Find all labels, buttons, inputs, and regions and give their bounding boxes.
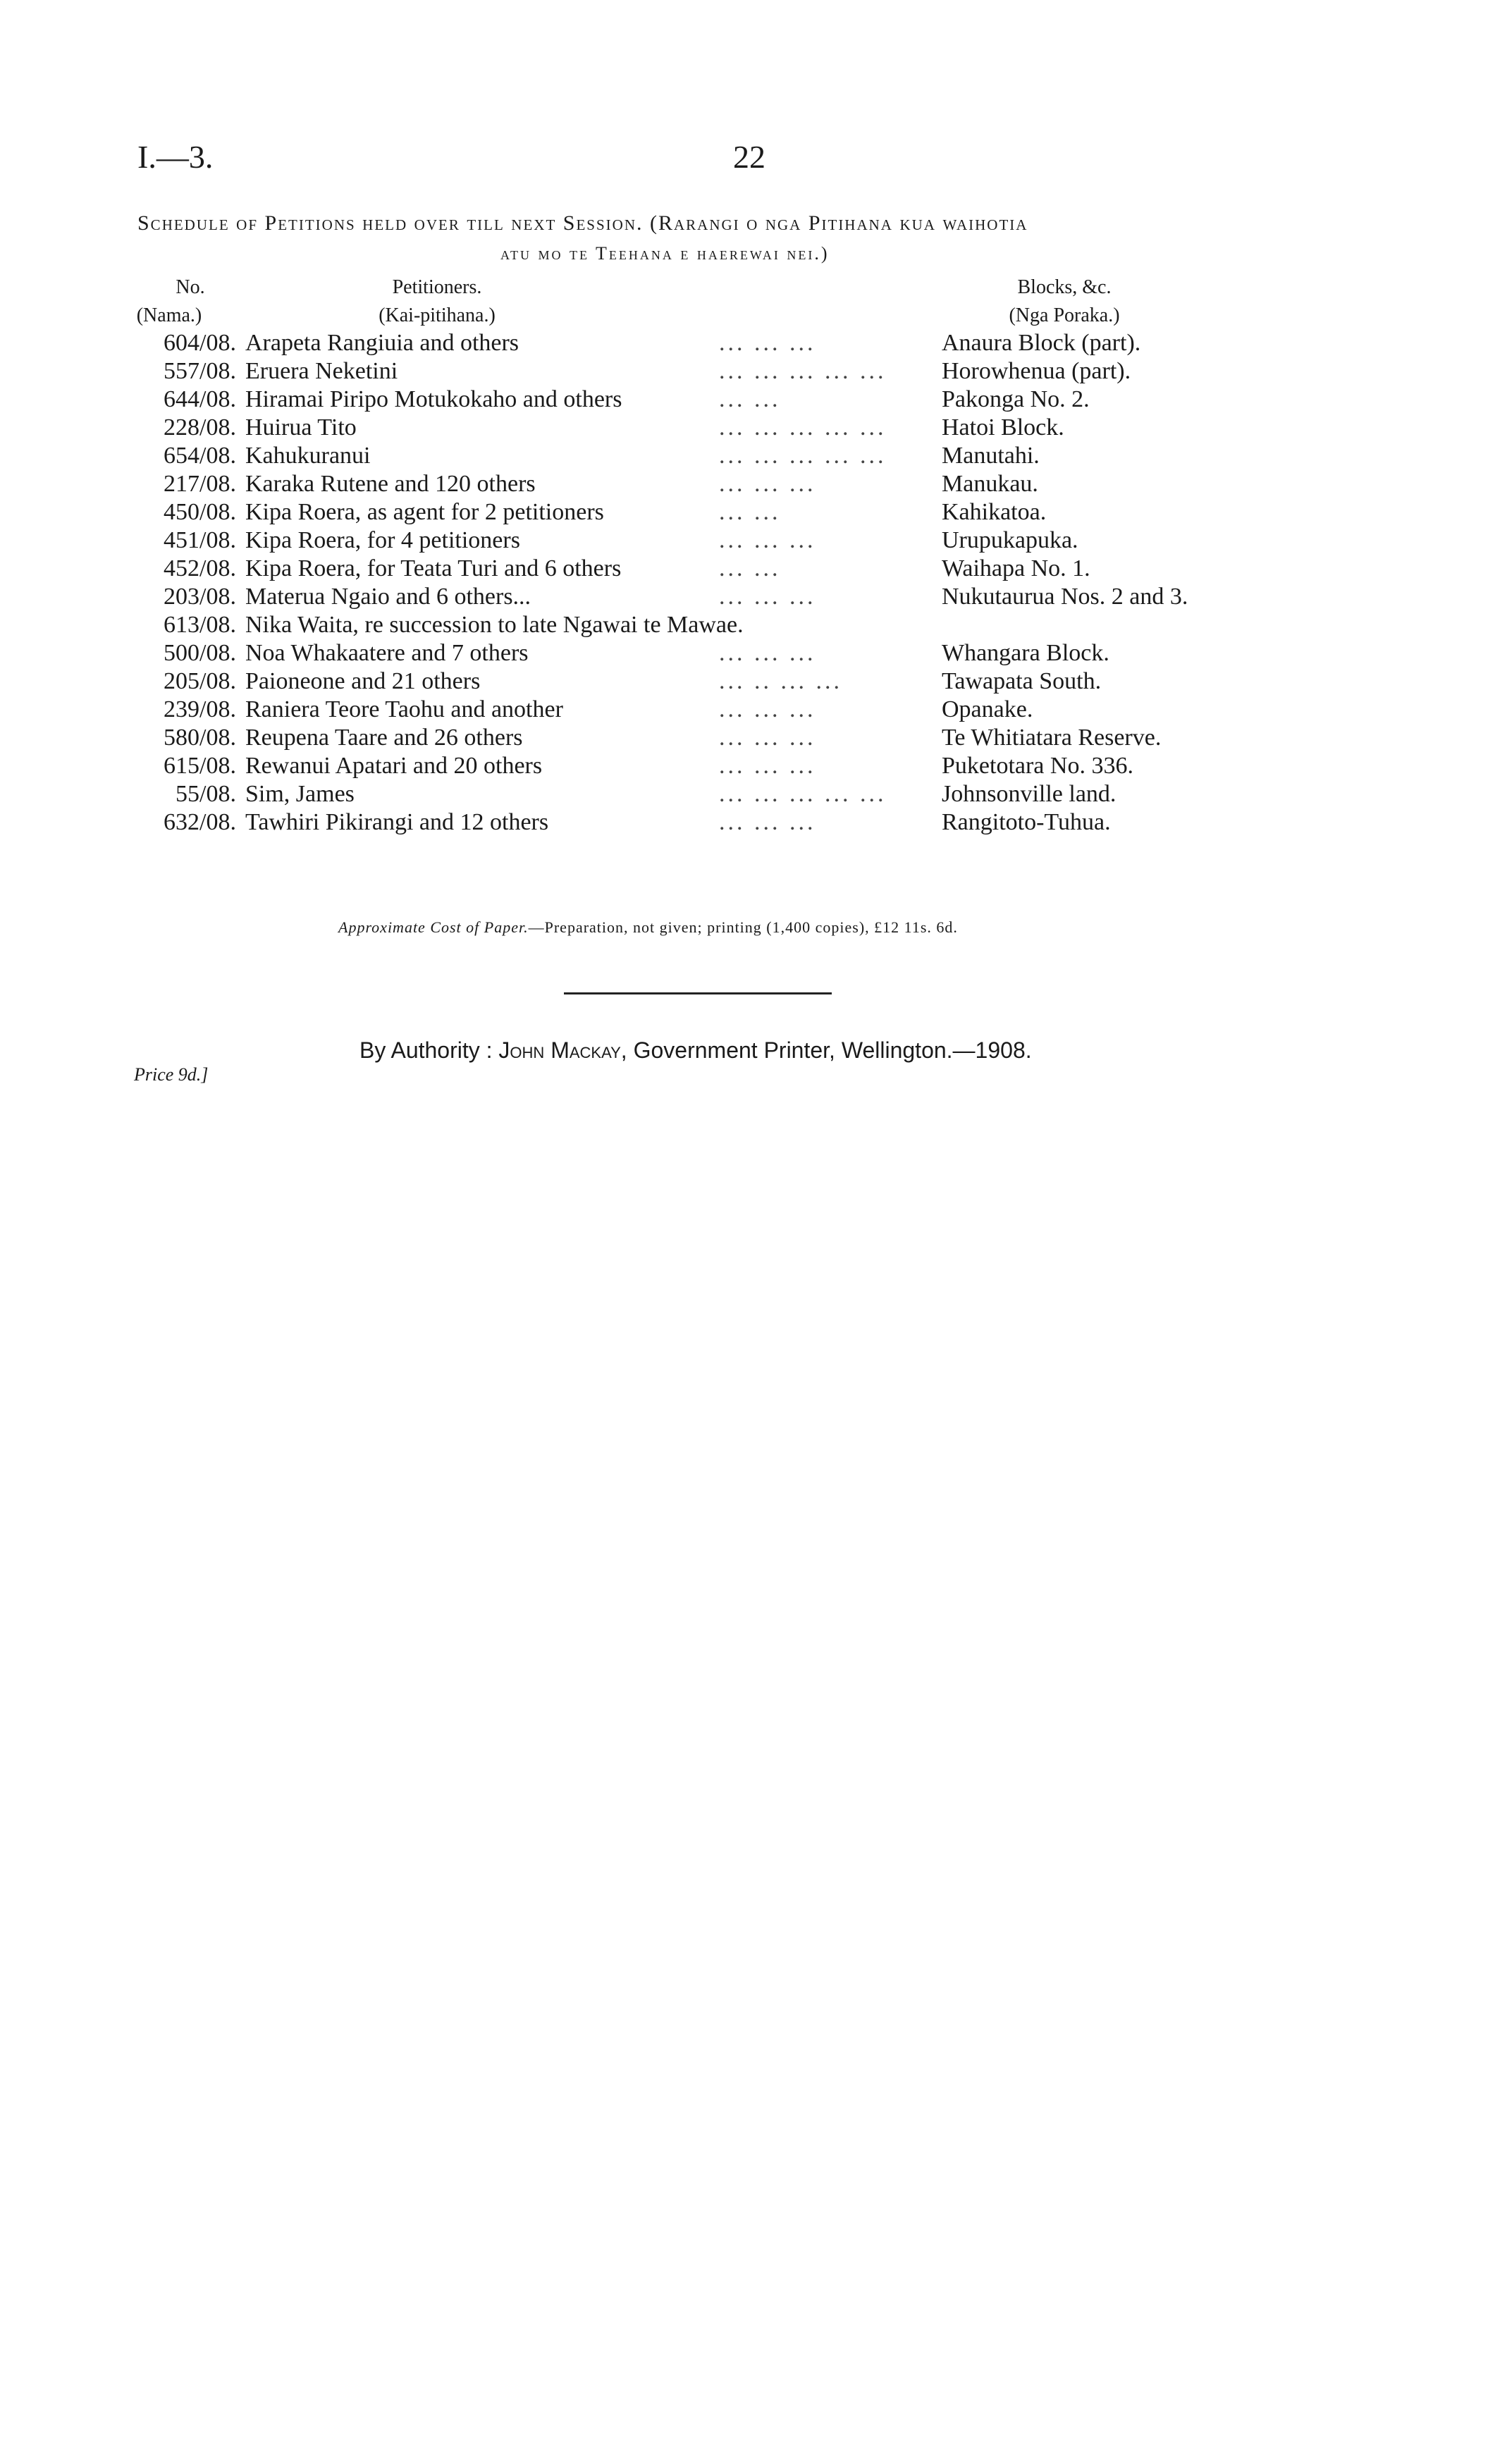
schedule-title: Schedule of Petitions held over till next Session. (Rarangi o nga Pitihana kua waihotia bbox=[137, 211, 1028, 235]
table-row bbox=[0, 443, 1507, 471]
authority-prefix: By Authority : bbox=[359, 1037, 493, 1063]
table-row bbox=[0, 414, 1507, 443]
dot-leader: ... ... ... bbox=[719, 753, 816, 779]
dot-leader: ... ... ... bbox=[719, 809, 816, 835]
petition-number: 55/08. bbox=[176, 781, 236, 807]
petition-number: 613/08. bbox=[164, 612, 236, 638]
document-reference: I.—3. bbox=[137, 139, 214, 175]
table-row bbox=[0, 753, 1507, 781]
block-name: Johnsonville land. bbox=[942, 781, 1117, 807]
table-row bbox=[0, 555, 1507, 584]
dot-leader: ... ... ... bbox=[719, 330, 816, 356]
petition-number: 557/08. bbox=[164, 358, 236, 384]
divider-rule bbox=[564, 992, 832, 994]
petitioner-name: Arapeta Rangiuia and others bbox=[245, 330, 519, 356]
petition-number: 451/08. bbox=[164, 527, 236, 553]
table-row bbox=[0, 527, 1507, 555]
printer-name: John Mackay, bbox=[498, 1037, 627, 1063]
column-header-kai-pitihana: (Kai-pitihana.) bbox=[379, 304, 496, 326]
cost-of-paper-note bbox=[338, 918, 958, 937]
column-header-blocks: Blocks, &c. bbox=[1017, 276, 1112, 298]
table-row bbox=[0, 696, 1507, 725]
column-header-nama: (Nama.) bbox=[136, 304, 202, 326]
petitioner-name: Kahukuranui bbox=[245, 443, 371, 469]
petition-number: 450/08. bbox=[164, 499, 236, 525]
column-header-nga-poraka: (Nga Poraka.) bbox=[1009, 304, 1120, 326]
price-note: Price 9d.] bbox=[134, 1064, 209, 1085]
petition-number: 239/08. bbox=[164, 696, 236, 722]
table-row bbox=[0, 499, 1507, 527]
petition-number: 615/08. bbox=[164, 753, 236, 779]
petitioner-name: Hiramai Piripo Motukokaho and others bbox=[245, 386, 622, 412]
dot-leader: ... .. ... ... bbox=[719, 668, 842, 694]
table-row bbox=[0, 668, 1507, 696]
petition-number: 604/08. bbox=[164, 330, 236, 356]
dot-leader: ... ... ... bbox=[719, 696, 816, 722]
schedule-title-continued: atu mo te Teehana e haerewai nei.) bbox=[500, 243, 830, 264]
petitioner-name: Kipa Roera, as agent for 2 petitioners bbox=[245, 499, 604, 525]
cost-label: Approximate Cost of Paper. bbox=[338, 918, 529, 936]
dot-leader: ... ... ... bbox=[719, 640, 816, 666]
petitioner-name: Kipa Roera, for 4 petitioners bbox=[245, 527, 520, 553]
page-number: 22 bbox=[733, 139, 765, 175]
dot-leader: ... ... ... ... ... bbox=[719, 443, 887, 469]
petitioner-name: Raniera Teore Taohu and another bbox=[245, 696, 563, 722]
block-name: Hatoi Block. bbox=[942, 414, 1064, 441]
table-row bbox=[0, 809, 1507, 837]
table-row bbox=[0, 471, 1507, 499]
dot-leader: ... ... bbox=[719, 499, 781, 525]
petition-number: 205/08. bbox=[164, 668, 236, 694]
block-name: Tawapata South. bbox=[942, 668, 1102, 694]
block-name: Opanake. bbox=[942, 696, 1033, 722]
petition-number: 452/08. bbox=[164, 555, 236, 581]
petitioner-name: Rewanui Apatari and 20 others bbox=[245, 753, 543, 779]
petition-number: 580/08. bbox=[164, 725, 236, 751]
table-row bbox=[0, 781, 1507, 809]
dot-leader: ... ... ... bbox=[719, 527, 816, 553]
block-name: Manutahi. bbox=[942, 443, 1040, 469]
petitioner-name: Sim, James bbox=[245, 781, 355, 807]
petitioner-name: Eruera Neketini bbox=[245, 358, 398, 384]
column-header-no: No. bbox=[176, 276, 205, 298]
petitioner-name: Noa Whakaatere and 7 others bbox=[245, 640, 529, 666]
block-name: Manukau. bbox=[942, 471, 1038, 497]
cost-text: —Preparation, not given; printing (1,400 copies), £12 11s. 6d. bbox=[528, 918, 958, 936]
petition-number: 654/08. bbox=[164, 443, 236, 469]
table-row bbox=[0, 584, 1507, 612]
table-row bbox=[0, 612, 1507, 640]
authority-suffix: Government Printer, Wellington.—1908. bbox=[633, 1037, 1032, 1063]
block-name: Urupukapuka. bbox=[942, 527, 1078, 553]
petition-number: 217/08. bbox=[164, 471, 236, 497]
petition-number: 203/08. bbox=[164, 584, 236, 610]
dot-leader: ... ... ... bbox=[719, 471, 816, 497]
table-row bbox=[0, 330, 1507, 358]
block-name: Whangara Block. bbox=[942, 640, 1109, 666]
table-row bbox=[0, 725, 1507, 753]
column-header-petitioners: Petitioners. bbox=[392, 276, 482, 298]
petition-number: 228/08. bbox=[164, 414, 236, 441]
table-row bbox=[0, 358, 1507, 386]
block-name: Anaura Block (part). bbox=[942, 330, 1141, 356]
petition-number: 644/08. bbox=[164, 386, 236, 412]
petitioner-name: Nika Waita, re succession to late Ngawai te Mawae. bbox=[245, 612, 744, 638]
petitioner-name: Materua Ngaio and 6 others... bbox=[245, 584, 531, 610]
petitioner-name: Huirua Tito bbox=[245, 414, 357, 441]
dot-leader: ... ... ... bbox=[719, 725, 816, 751]
block-name: Pakonga No. 2. bbox=[942, 386, 1090, 412]
petitioner-name: Reupena Taare and 26 others bbox=[245, 725, 523, 751]
petitioner-name: Tawhiri Pikirangi and 12 others bbox=[245, 809, 549, 835]
block-name: Rangitoto-Tuhua. bbox=[942, 809, 1111, 835]
petitioner-name: Karaka Rutene and 120 others bbox=[245, 471, 536, 497]
petitioner-name: Kipa Roera, for Teata Turi and 6 others bbox=[245, 555, 622, 581]
table-row bbox=[0, 640, 1507, 668]
petitioner-name: Paioneone and 21 others bbox=[245, 668, 481, 694]
dot-leader: ... ... ... ... ... bbox=[719, 358, 887, 384]
petition-number: 500/08. bbox=[164, 640, 236, 666]
dot-leader: ... ... ... ... ... bbox=[719, 781, 887, 807]
block-name: Nukutaurua Nos. 2 and 3. bbox=[942, 584, 1188, 610]
block-name: Waihapa No. 1. bbox=[942, 555, 1090, 581]
table-row bbox=[0, 386, 1507, 414]
petition-number: 632/08. bbox=[164, 809, 236, 835]
block-name: Te Whitiatara Reserve. bbox=[942, 725, 1162, 751]
block-name: Puketotara No. 336. bbox=[942, 753, 1133, 779]
dot-leader: ... ... bbox=[719, 386, 781, 412]
dot-leader: ... ... ... ... ... bbox=[719, 414, 887, 441]
block-name: Horowhenua (part). bbox=[942, 358, 1131, 384]
dot-leader: ... ... bbox=[719, 555, 781, 581]
printer-authority bbox=[359, 1037, 1032, 1064]
block-name: Kahikatoa. bbox=[942, 499, 1047, 525]
dot-leader: ... ... ... bbox=[719, 584, 816, 610]
